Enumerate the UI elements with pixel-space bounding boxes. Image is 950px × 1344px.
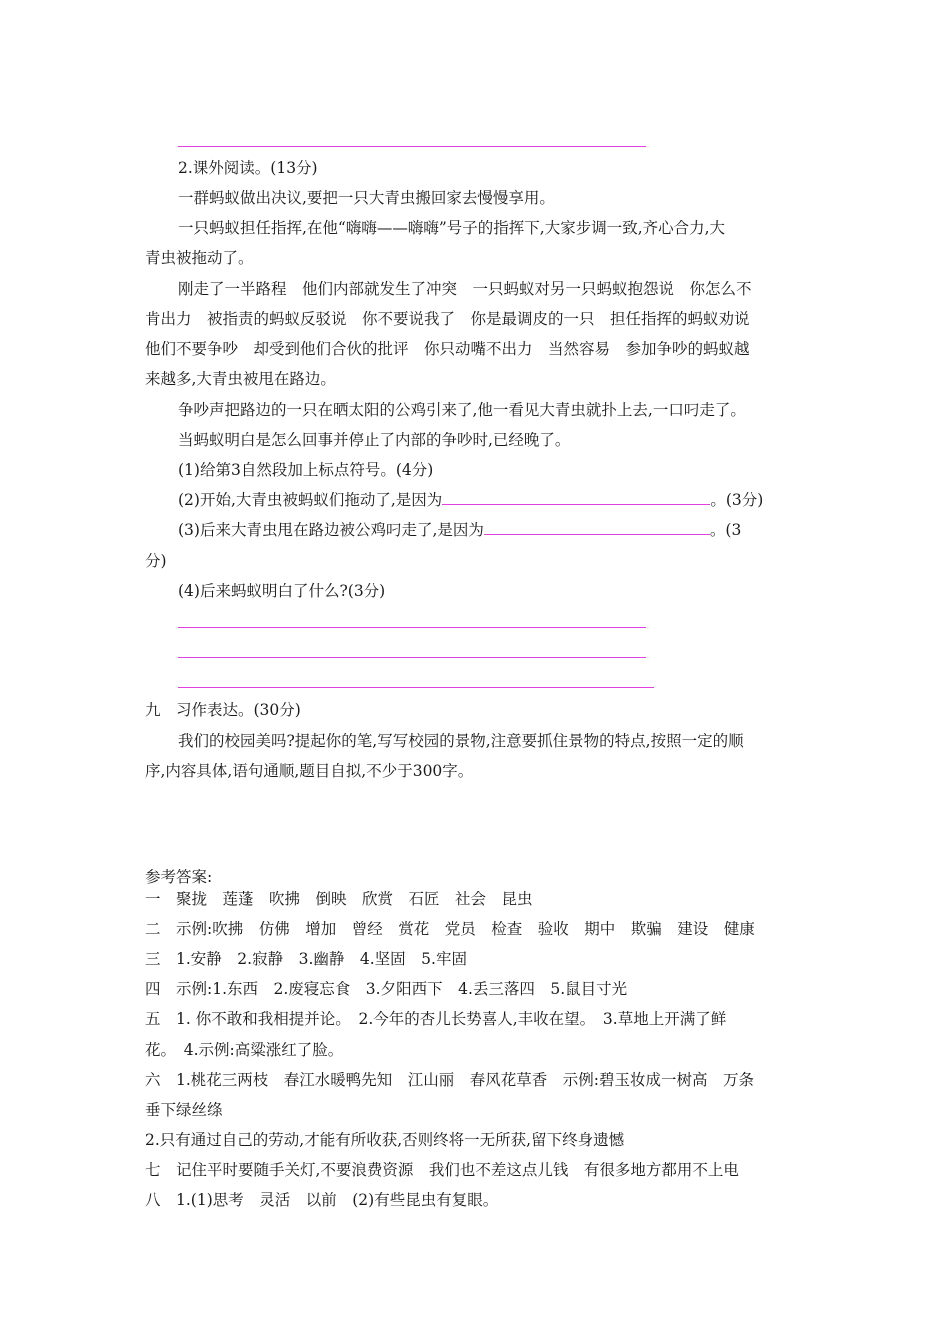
answer-blank-line[interactable]: [178, 657, 646, 658]
answer-line: 一 聚拢 莲蓬 吹拂 倒映 欣赏 石匠 社会 昆虫: [145, 890, 533, 908]
paragraph-5: 当蚂蚁明白是怎么回事并停止了内部的争吵时,已经晚了。: [178, 431, 571, 449]
answer-blank-line[interactable]: [178, 687, 654, 688]
answer-line: 三 1.安静 2.寂静 3.幽静 4.坚固 5.牢固: [145, 950, 467, 968]
answer-line: 花。 4.示例:高粱涨红了脸。: [145, 1041, 344, 1059]
question-3-score: 。(3: [709, 521, 742, 539]
writing-prompt-line-1: 我们的校园美吗?提起你的笔,写写校园的景物,注意要抓住景物的特点,按照一定的顺: [178, 732, 744, 750]
answer-line: 2.只有通过自己的劳动,才能有所收获,否则终将一无所获,留下终身遗憾: [145, 1131, 625, 1149]
paragraph-3-line-4: 来越多,大青虫被甩在路边。: [145, 370, 336, 388]
writing-prompt-line-2: 序,内容具体,语句通顺,题目自拟,不少于300字。: [145, 762, 474, 780]
answer-line: 四 示例:1.东西 2.废寝忘食 3.夕阳西下 4.丢三落四 5.鼠目寸光: [145, 980, 628, 998]
answer-blank-line[interactable]: [178, 627, 646, 628]
question-1: (1)给第3自然段加上标点符号。(4分): [178, 461, 434, 479]
answer-line: 七 记住平时要随手关灯,不要浪费资源 我们也不差这点儿钱 有很多地方都用不上电: [145, 1161, 739, 1179]
paragraph-2-line-1: 一只蚂蚁担任指挥,在他“嗨嗨——嗨嗨”号子的指挥下,大家步调一致,齐心合力,大: [178, 219, 726, 237]
answer-line: 垂下绿丝绦: [145, 1101, 223, 1119]
answer-line: 五 1. 你不敢和我相提并论。 2.今年的杏儿长势喜人,丰收在望。 3.草地上开满了鲜: [145, 1010, 727, 1028]
answers-title: 参考答案:: [145, 868, 213, 886]
answer-blank-line[interactable]: [178, 146, 646, 147]
writing-heading: 九 习作表达。(30分): [145, 701, 301, 719]
paragraph-3-line-2: 肯出力 被指责的蚂蚁反驳说 你不要说我了 你是最调皮的一只 担任指挥的蚂蚁劝说: [145, 310, 750, 328]
paragraph-4: 争吵声把路边的一只在晒太阳的公鸡引来了,他一看见大青虫就扑上去,一口叼走了。: [178, 401, 746, 419]
question-3-text: (3)后来大青虫甩在路边被公鸡叼走了,是因为: [178, 521, 484, 539]
answer-line: 六 1.桃花三两枝 春江水暖鸭先知 江山丽 春风花草香 示例:碧玉妆成一树高 万条: [145, 1071, 755, 1089]
question-2: [178, 490, 818, 510]
answer-line: 八 1.(1)思考 灵活 以前 (2)有些昆虫有复眼。: [145, 1191, 499, 1209]
reading-heading: 2.课外阅读。(13分): [178, 159, 318, 177]
question-3: [178, 520, 818, 540]
answer-blank[interactable]: [442, 490, 710, 505]
paragraph-3-line-1: 刚走了一半路程 他们内部就发生了冲突 一只蚂蚁对另一只蚂蚁抱怨说 你怎么不: [178, 280, 752, 298]
paragraph-2-line-2: 青虫被拖动了。: [145, 249, 254, 267]
paragraph-1: 一群蚂蚁做出决议,要把一只大青虫搬回家去慢慢享用。: [178, 189, 555, 207]
paragraph-3-line-3: 他们不要争吵 却受到他们合伙的批评 你只动嘴不出力 当然容易 参加争吵的蚂蚁越: [145, 340, 750, 358]
answer-blank[interactable]: [484, 520, 710, 535]
answer-line: 二 示例:吹拂 仿佛 增加 曾经 赏花 党员 检查 验收 期中 欺骗 建设 健康: [145, 920, 755, 938]
question-2-score: 。(3分): [710, 491, 764, 509]
question-3-continuation: 分): [145, 552, 167, 570]
question-4: (4)后来蚂蚁明白了什么?(3分): [178, 582, 386, 600]
question-2-text: (2)开始,大青虫被蚂蚁们拖动了,是因为: [178, 491, 443, 509]
